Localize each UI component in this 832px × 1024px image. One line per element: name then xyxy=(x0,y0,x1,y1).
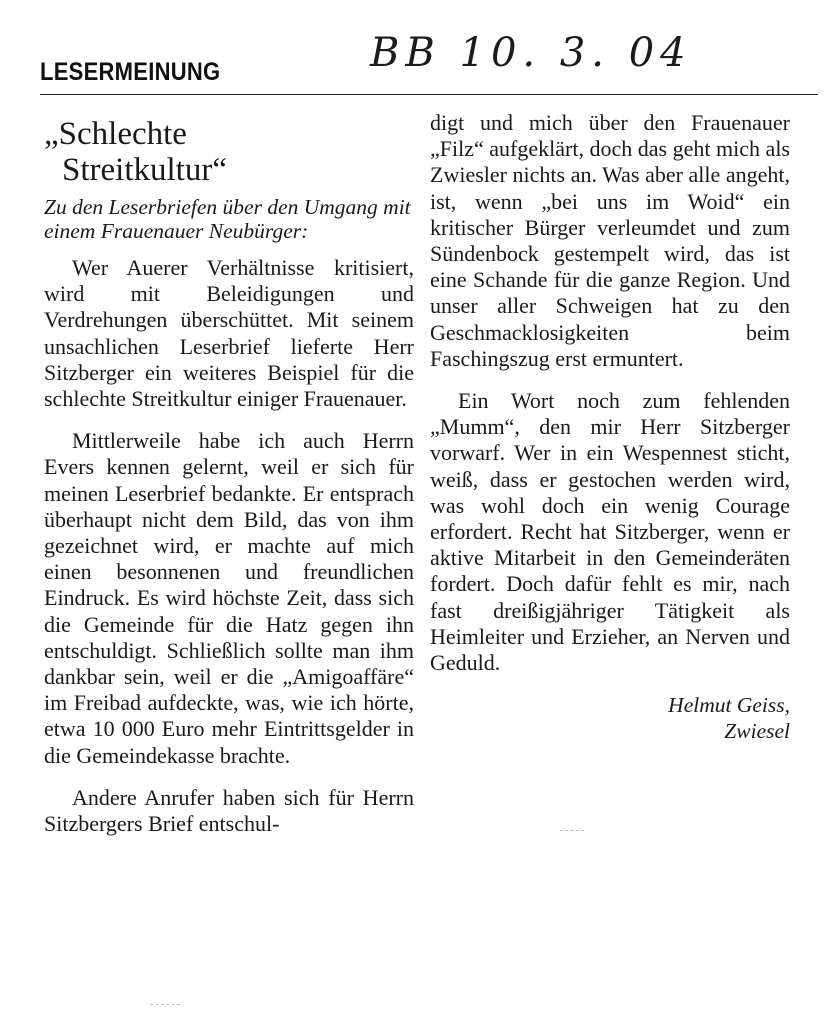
paragraph-3-continued: digt und mich über den Frauenauer „Filz“ aufgeklärt, doch das geht mich als Zwiesler nichts an. Was aber alle angeht, ist, wenn „bei uns im Woid“ ein kritischer Bürger verleumdet und zum Sündenbock gestempelt wird, das ist eine Schande für die ganze Region. Und unser aller Schweigen hat zu den Geschmacklosigkeiten beim Faschingszug erst ermuntert. xyxy=(430,110,790,371)
article-signature xyxy=(430,692,790,744)
paragraph-1: Wer Auerer Verhältnisse kritisiert, wird mit Beleidigungen und Verdrehungen überschüttet. Mit seinem unsachlichen Leserbrief lieferte Herr Sitzberger ein weiteres Beispiel für die schlechte Streitkultur einiger Frauenauer. xyxy=(44,255,414,412)
scan-speck xyxy=(560,830,584,831)
signature-name: Helmut Geiss, xyxy=(668,693,790,718)
article-intro: Zu den Leserbriefen über den Umgang mit einem Frauenauer Neubürger: xyxy=(44,195,411,243)
scan-speck xyxy=(150,1004,180,1005)
section-rubric: LESERMEINUNG xyxy=(40,58,221,86)
headline-line-1: „Schlechte xyxy=(44,116,187,152)
section-header xyxy=(40,30,818,92)
paragraph-3: Andere Anrufer haben sich für Herrn Sitzbergers Brief entschul- xyxy=(44,784,414,837)
header-rule xyxy=(40,94,818,95)
headline-line-2: Streitkultur“ xyxy=(62,152,227,188)
paragraph-4: Ein Wort noch zum fehlenden „Mumm“, den mir Herr Sitzberger vorwarf. Wer in ein Wespennest sticht, weiß, dass er gestochen werden wird, was wohl doch ein wenig Courage erfordert. Recht hat Sitzberger, wenn er aktive Mitarbeit in den Gemeinderäten fordert. Doch dafür fehlt es mir, nach fast dreißigjähriger Tätigkeit als Heimleiter und Erzieher, an Nerven und Geduld. xyxy=(430,388,790,676)
handwritten-date-note: BB 10. 3. 04 xyxy=(370,30,692,76)
signature-place: Zwiesel xyxy=(724,719,790,744)
article-headline xyxy=(44,116,414,188)
paragraph-2: Mittlerweile habe ich auch Herrn Evers kennen gelernt, weil er sich für meinen Leserbrief bedankte. Er entsprach überhaupt nicht dem Bild, das von ihm gezeichnet wird, er machte auf mich einen besonnenen und freundlichen Eindruck. Es wird höchste Zeit, dass sich die Gemeinde für die Hatz gegen ihn entschuldigt. Schließlich sollte man ihm dankbar sein, weil er die „Amigoaffäre“ im Freibad aufdeckte, was, wie ich hörte, etwa 10 000 Euro mehr Eintrittsgelder in die Gemeindekasse brachte. xyxy=(44,428,414,768)
column-right xyxy=(430,110,790,744)
column-left xyxy=(44,112,414,853)
